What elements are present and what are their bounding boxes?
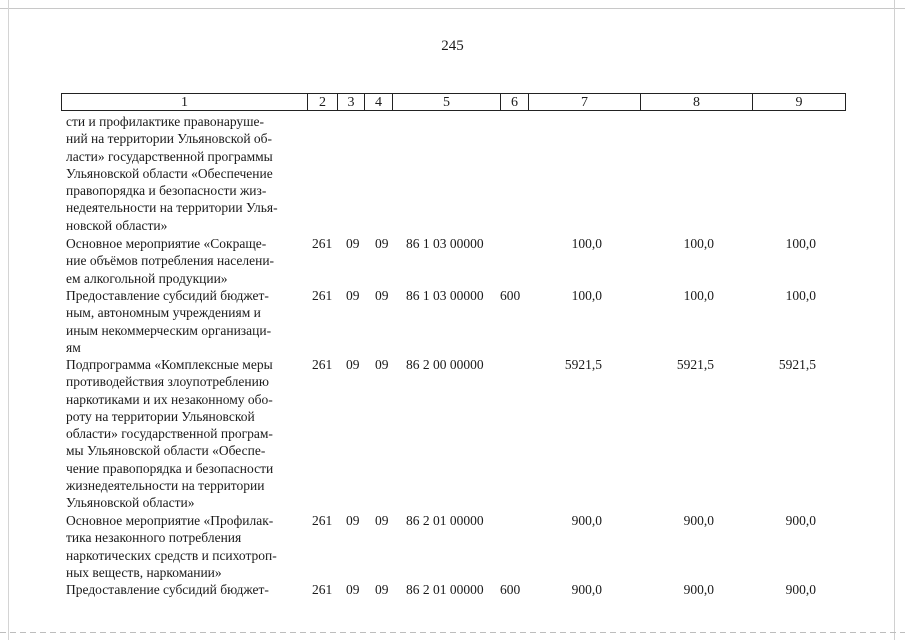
cell-col-6: 600 xyxy=(500,582,521,597)
page-number: 245 xyxy=(441,38,464,54)
row-name: Основное мероприятие «Сокраще- ние объёмов потребления населени- ем алкогольной продукции» xyxy=(66,236,275,286)
scan-edge-left xyxy=(8,0,9,640)
cell-col-5: 86 2 01 00000 xyxy=(406,513,484,528)
header-col-3: 3 xyxy=(337,94,364,110)
cell-col-9: 900,0 xyxy=(785,582,816,597)
cell-col-7: 5921,5 xyxy=(564,357,602,372)
cell-col-7: 900,0 xyxy=(571,513,602,528)
row-name: Предоставление субсидий бюджет- ным, автономным учреждениям и иным некоммерческим организаци- ям xyxy=(66,288,272,355)
cell-col-9: 5921,5 xyxy=(778,357,816,372)
cell-col-3: 09 xyxy=(346,357,360,372)
cell-col-9: 100,0 xyxy=(785,236,816,251)
cell-col-3: 09 xyxy=(346,513,360,528)
cell-col-4: 09 xyxy=(375,582,389,597)
cell-col-4: 09 xyxy=(375,513,389,528)
cell-col-8: 900,0 xyxy=(683,513,714,528)
table-header xyxy=(61,93,846,111)
row-name: Предоставление субсидий бюджет- xyxy=(66,582,269,597)
row-name: сти и профилактике правонаруше- ний на территории Ульяновской об- ласти» государственной программы Ульяновской области «Обеспечение правопорядка и безопасности жиз- недеятельности на территории Улья- новской области» xyxy=(66,114,278,233)
header-col-9: 9 xyxy=(752,94,845,110)
header-col-8: 8 xyxy=(640,94,752,110)
cell-col-3: 09 xyxy=(346,582,360,597)
cell-col-3: 09 xyxy=(346,236,360,251)
header-col-4: 4 xyxy=(364,94,392,110)
cell-col-3: 09 xyxy=(346,288,360,303)
row-name: Основное мероприятие «Профилак- тика незаконного потребления наркотических средств и психотроп- ных веществ, наркомании» xyxy=(66,513,277,580)
scan-edge-right xyxy=(894,0,895,640)
cell-col-5: 86 1 03 00000 xyxy=(406,236,484,251)
cell-col-2: 261 xyxy=(312,513,333,528)
cell-col-8: 100,0 xyxy=(683,288,714,303)
cell-col-2: 261 xyxy=(312,288,333,303)
cell-col-7: 100,0 xyxy=(571,288,602,303)
cell-col-2: 261 xyxy=(312,357,333,372)
cell-col-2: 261 xyxy=(312,582,333,597)
cell-col-5: 86 2 01 00000 xyxy=(406,582,484,597)
cell-col-4: 09 xyxy=(375,236,389,251)
header-col-5: 5 xyxy=(392,94,500,110)
cell-col-2: 261 xyxy=(312,236,333,251)
scan-edge-bottom xyxy=(0,632,905,633)
cell-col-9: 900,0 xyxy=(785,513,816,528)
cell-col-7: 100,0 xyxy=(571,236,602,251)
header-col-2: 2 xyxy=(307,94,337,110)
scan-edge-top xyxy=(0,8,905,9)
header-col-1: 1 xyxy=(181,95,188,110)
cell-col-5: 86 2 00 00000 xyxy=(406,357,484,372)
cell-col-7: 900,0 xyxy=(571,582,602,597)
cell-col-5: 86 1 03 00000 xyxy=(406,288,484,303)
cell-col-4: 09 xyxy=(375,357,389,372)
cell-col-8: 5921,5 xyxy=(676,357,714,372)
cell-col-8: 100,0 xyxy=(683,236,714,251)
row-name: Подпрограмма «Комплексные меры противодействия злоупотреблению наркотиками и их незаконному обо- роту на территории Ульяновской области» государственной програм- мы Ульяновской области «Обеспе- чение правопорядка и безопасности жизнедеятельности на территории Ульяновской области» xyxy=(66,357,274,511)
header-col-6: 6 xyxy=(500,94,528,110)
header-col-7: 7 xyxy=(528,94,640,110)
cell-col-4: 09 xyxy=(375,288,389,303)
cell-col-6: 600 xyxy=(500,288,521,303)
cell-col-9: 100,0 xyxy=(785,288,816,303)
cell-col-8: 900,0 xyxy=(683,582,714,597)
